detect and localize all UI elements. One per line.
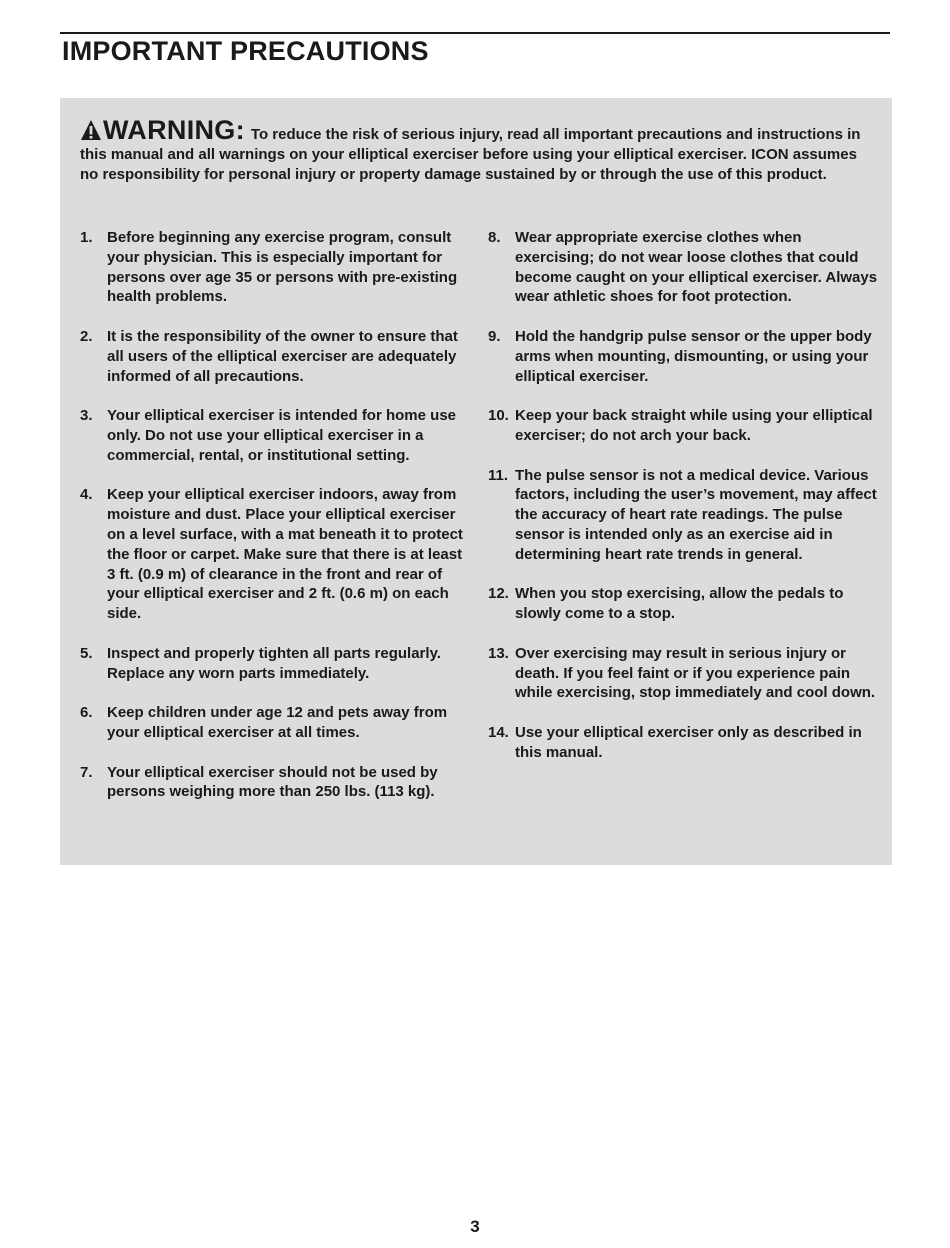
precaution-item — [488, 406, 883, 446]
precaution-number: 6. — [80, 704, 93, 722]
precaution-text: When you stop exercising, allow the pedals to slowly come to a stop. — [515, 585, 844, 623]
precaution-number: 12. — [488, 585, 509, 603]
precaution-text: Over exercising may result in serious injury or death. If you feel faint or if you experience pain while exercising, stop immediately and cool down. — [515, 644, 876, 702]
warning-text: To reduce the risk of serious injury, read all important precautions and instructions in this manual and all warnings on your elliptical exerciser before using your elliptical exerciser. ICON assumes no responsibility for personal injury or property damage sustained by or through the use of this product. — [80, 126, 861, 183]
precaution-number: 14. — [488, 723, 509, 741]
precaution-text: Your elliptical exerciser should not be used by persons weighing more than 250 lbs. (113 kg). — [107, 763, 438, 801]
precaution-number: 10. — [488, 407, 509, 425]
precaution-item — [80, 763, 470, 803]
page-number: 3 — [470, 1217, 480, 1236]
warning-triangle-icon — [80, 119, 102, 141]
precaution-number: 8. — [488, 229, 501, 246]
precaution-number: 13. — [488, 644, 509, 662]
precaution-number: 1. — [80, 229, 93, 246]
precaution-text: Hold the handgrip pulse sensor or the upper body arms when mounting, dismounting, or using your elliptical exerciser. — [515, 327, 872, 385]
precaution-number: 3. — [80, 407, 93, 425]
top-rule — [60, 32, 890, 34]
page-title: IMPORTANT PRECAUTIONS — [62, 36, 429, 66]
precaution-text: Keep your back straight while using your elliptical exerciser; do not arch your back. — [515, 407, 873, 444]
precaution-text: Wear appropriate exercise clothes when exercising; do not wear loose clothes that could become caught on your elliptical exerciser. Always wear athletic shoes for foot protection. — [515, 229, 878, 306]
precaution-text: Keep your elliptical exerciser indoors, away from moisture and dust. Place your elliptical exerciser on a level surface, with a mat beneath it to protect the floor or carpet. Make sure that there is at least 3 ft. (0.9 m) of clearance in the front and rear of your elliptical exerciser and 2 ft. (0.6 m) on each side. — [107, 486, 463, 623]
precaution-item — [488, 723, 883, 763]
precaution-text: Your elliptical exerciser is intended for home use only. Do not use your elliptical exerciser in a commercial, rental, or institutional setting. — [107, 407, 456, 464]
precaution-item — [80, 485, 470, 624]
precaution-text: Keep children under age 12 and pets away from your elliptical exerciser at all times. — [107, 704, 448, 741]
precaution-item — [488, 327, 883, 386]
precautions-left-column — [80, 228, 470, 822]
warning-label: WARNING: — [103, 115, 245, 145]
precaution-number: 11. — [488, 466, 509, 484]
precaution-text: Use your elliptical exerciser only as described in this manual. — [515, 723, 862, 761]
warning-box — [60, 98, 892, 865]
precaution-item — [80, 644, 470, 684]
precaution-number: 4. — [80, 486, 93, 504]
precaution-number: 5. — [80, 644, 93, 662]
precautions-right-column — [488, 228, 883, 782]
precaution-item — [488, 228, 883, 307]
precaution-item — [488, 644, 883, 703]
precaution-item — [488, 584, 883, 624]
precaution-number: 9. — [488, 327, 501, 345]
precaution-number: 2. — [80, 327, 93, 345]
precaution-item — [488, 466, 883, 565]
precaution-item — [80, 703, 470, 743]
warning-intro — [80, 116, 870, 185]
precaution-item — [80, 228, 470, 307]
precaution-item — [80, 406, 470, 465]
precaution-text: Inspect and properly tighten all parts regularly. Replace any worn parts immediately. — [107, 644, 441, 682]
precaution-text: The pulse sensor is not a medical device. Various factors, including the user’s movement, may affect the accuracy of heart rate readings. The pulse sensor is intended only as an exercise aid in determining heart rate trends in general. — [515, 466, 877, 563]
precaution-item — [80, 327, 470, 386]
precaution-number: 7. — [80, 763, 93, 781]
precaution-text: Before beginning any exercise program, consult your physician. This is especially important for persons over age 35 or persons with pre-existing health problems. — [107, 229, 458, 306]
precaution-text: It is the responsibility of the owner to ensure that all users of the elliptical exerciser are adequately informed of all precautions. — [107, 327, 458, 385]
